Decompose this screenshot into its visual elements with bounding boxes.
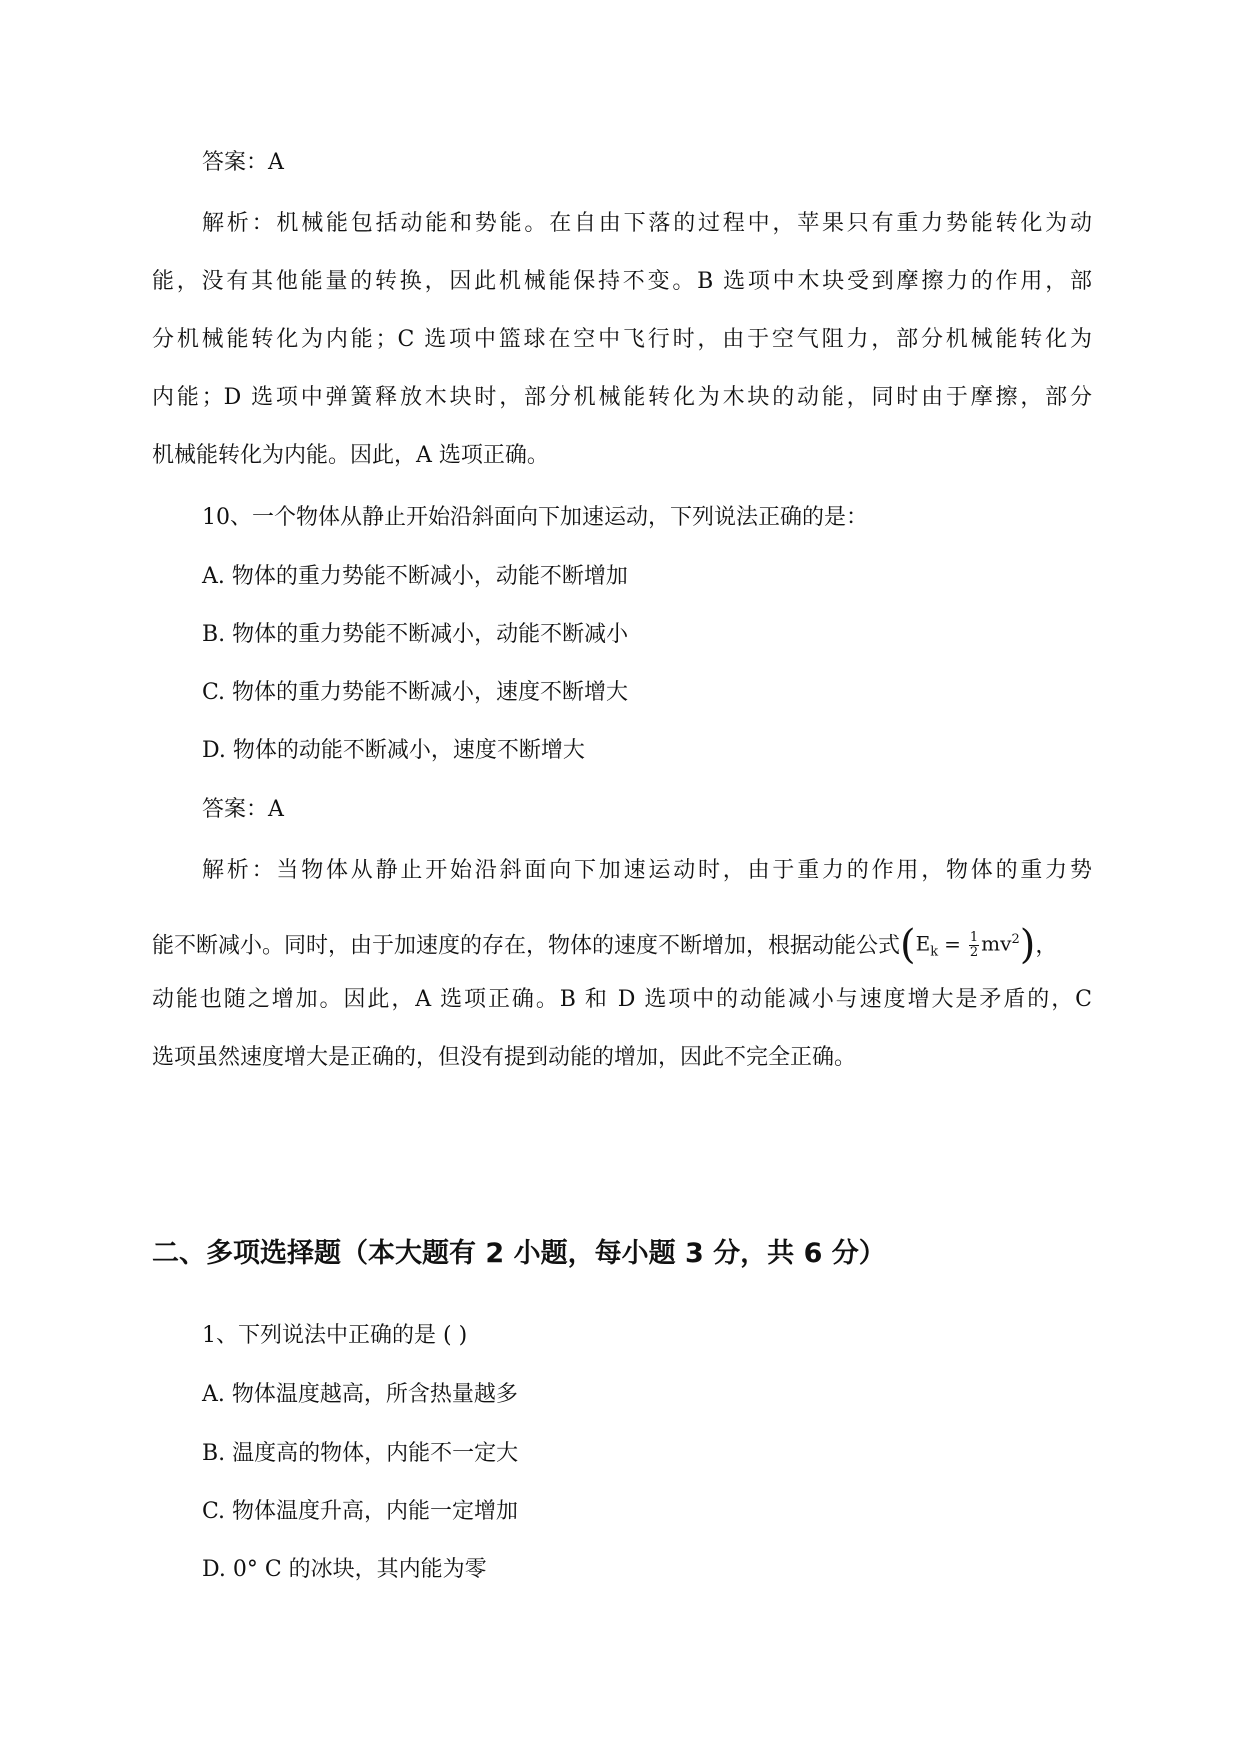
formula-rhs: mv <box>981 931 1012 956</box>
option-c: C. 物体温度升高，内能一定增加 <box>202 1499 519 1524</box>
analysis-line-with-formula <box>152 918 1058 969</box>
analysis-line: 选项虽然速度增大是正确的，但没有提到动能的增加，因此不完全正确。 <box>152 1045 857 1070</box>
option-b: B. 温度高的物体，内能不一定大 <box>202 1441 519 1466</box>
answer-label: 答案：A <box>202 797 284 822</box>
analysis-line: 动能也随之增加。因此，A 选项正确。B 和 D 选项中的动能减小与速度增大是矛盾的，C <box>152 987 1092 1012</box>
analysis-line: 能，没有其他能量的转换，因此机械能保持不变。B 选项中木块受到摩擦力的作用，部 <box>152 269 1092 294</box>
analysis-line: 机械能转化为内能。因此，A 选项正确。 <box>152 443 549 468</box>
question-stem: 10、一个物体从静止开始沿斜面向下加速运动，下列说法正确的是： <box>202 505 868 530</box>
option-a: A. 物体温度越高，所含热量越多 <box>202 1382 518 1407</box>
analysis-line: 解析：当物体从静止开始沿斜面向下加速运动时，由于重力的作用，物体的重力势 <box>202 858 1092 883</box>
formula-fraction <box>969 931 979 960</box>
section-heading: 二、多项选择题（本大题有 2 小题，每小题 3 分，共 6 分） <box>152 1238 886 1269</box>
analysis-line: 分机械能转化为内能；C 选项中篮球在空中飞行时，由于空气阻力，部分机械能转化为 <box>152 327 1092 352</box>
analysis-line: 内能；D 选项中弹簧释放木块时，部分机械能转化为木块的动能，同时由于摩擦，部分 <box>152 385 1092 410</box>
kinetic-energy-formula <box>900 918 1035 975</box>
left-paren: ( <box>900 922 916 969</box>
formula-num: 1 <box>969 929 979 945</box>
formula-rhs-sup: 2 <box>1011 932 1020 947</box>
formula-den: 2 <box>969 944 979 960</box>
answer-label: 答案：A <box>202 150 284 175</box>
analysis-text: 能不断减小。同时，由于加速度的存在，物体的速度不断增加，根据动能公式 <box>152 933 901 959</box>
option-a: A. 物体的重力势能不断减小，动能不断增加 <box>202 564 628 589</box>
formula-lhs: E <box>915 931 931 956</box>
option-b: B. 物体的重力势能不断减小，动能不断减小 <box>202 622 629 647</box>
formula-eq: = <box>944 931 961 956</box>
analysis-line: 解析：机械能包括动能和势能。在自由下落的过程中，苹果只有重力势能转化为动 <box>202 211 1092 236</box>
formula-lhs-sub: k <box>930 944 939 960</box>
right-paren: ) <box>1019 922 1036 969</box>
question-stem: 1、下列说法中正确的是 ( ) <box>202 1323 468 1348</box>
option-c: C. 物体的重力势能不断减小，速度不断增大 <box>202 680 629 705</box>
analysis-text-end: ， <box>1035 933 1058 959</box>
option-d: D. 0° C 的冰块，其内能为零 <box>202 1557 487 1582</box>
option-d: D. 物体的动能不断减小，速度不断增大 <box>202 738 585 763</box>
